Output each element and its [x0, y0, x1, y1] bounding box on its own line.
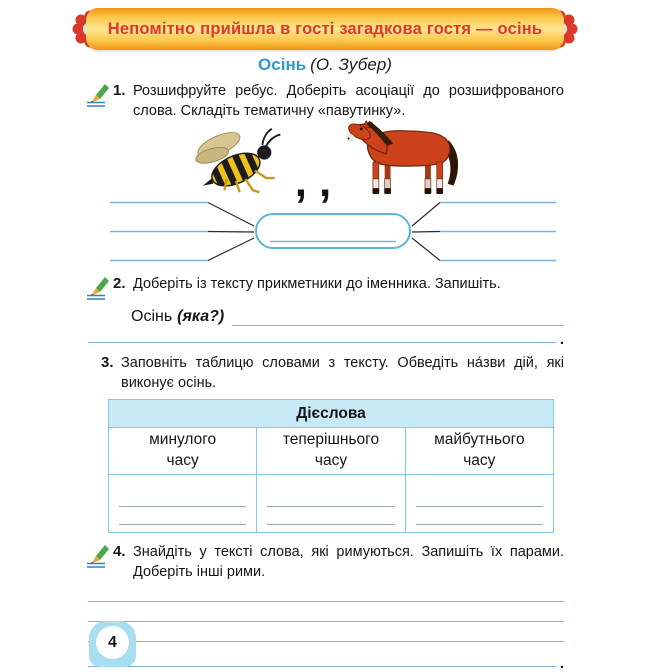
pencil-on-lines-icon — [86, 542, 113, 573]
rebus-comma-1: , — [294, 156, 307, 206]
column-present-tense: теперішнього часу — [257, 428, 405, 475]
rebus — [86, 122, 564, 206]
task-4-text: Знайдіть у тексті слова, які римуються. Запишіть їх парами. Доберіть інші рими. — [133, 544, 564, 580]
prompt-noun: Осінь — [131, 308, 173, 325]
task-3 — [86, 353, 564, 393]
task-4-number: 4. — [113, 543, 126, 560]
web-center-oval[interactable] — [256, 214, 410, 248]
writing-line[interactable] — [88, 666, 556, 667]
writing-line[interactable] — [88, 641, 564, 642]
word-web-diagram — [86, 199, 564, 270]
writing-line[interactable] — [267, 506, 394, 507]
verbs-table — [108, 399, 554, 533]
writing-line[interactable] — [416, 506, 543, 507]
lesson-banner — [86, 8, 564, 50]
task-2 — [86, 274, 564, 305]
task-2-line — [86, 331, 564, 348]
column-past-tense: минулого часу — [109, 428, 257, 475]
task-2-text: Доберіть із тексту прикметники до іменника. Запишіть. — [133, 276, 501, 292]
writing-line[interactable] — [119, 506, 246, 507]
task-2-prompt — [86, 305, 564, 326]
page-number-badge — [89, 621, 136, 667]
pencil-on-lines-icon — [86, 274, 113, 305]
writing-line[interactable] — [267, 524, 394, 525]
task-3-text: Заповніть таблицю словами з тексту. Обведіть на́зви дій, які виконує осінь. — [121, 355, 564, 391]
rebus-comma-2: , — [319, 156, 332, 206]
task-1-number: 1. — [113, 82, 126, 99]
pencil-on-lines-icon — [86, 81, 113, 112]
trailing-period: . — [559, 655, 564, 672]
writing-line[interactable] — [88, 601, 564, 602]
writing-line[interactable] — [119, 524, 246, 525]
lesson-banner-title: Непомітно прийшла в гості загадкова гостя — осінь — [107, 19, 543, 38]
present-tense-cell[interactable] — [257, 475, 405, 533]
page-number: 4 — [96, 626, 129, 659]
task-2-number: 2. — [113, 275, 126, 292]
writing-line[interactable] — [88, 621, 564, 622]
horse-illustration — [341, 118, 467, 196]
task-4 — [86, 542, 564, 582]
poem-title-row — [0, 55, 650, 75]
wasp-illustration — [183, 126, 285, 196]
writing-line[interactable] — [416, 524, 543, 525]
verbs-table-header: Дієслова — [109, 400, 554, 428]
task-1-text: Розшифруйте ребус. Доберіть асоціації до розшифрованого слова. Складіть тематичну «павутинку». — [133, 83, 564, 119]
past-tense-cell[interactable] — [109, 475, 257, 533]
task-4-answer-lines — [86, 601, 564, 672]
writing-line[interactable] — [88, 342, 556, 343]
task-3-number: 3. — [101, 354, 114, 371]
poem-author: (О. Зубер) — [310, 55, 392, 74]
column-future-tense: майбутнього часу — [405, 428, 553, 475]
prompt-question: (яка?) — [177, 308, 225, 325]
task-1 — [86, 81, 564, 121]
future-tense-cell[interactable] — [405, 475, 553, 533]
writing-line[interactable] — [232, 325, 564, 326]
header — [86, 8, 564, 50]
trailing-period: . — [559, 331, 564, 348]
poem-title: Осінь — [258, 55, 307, 74]
